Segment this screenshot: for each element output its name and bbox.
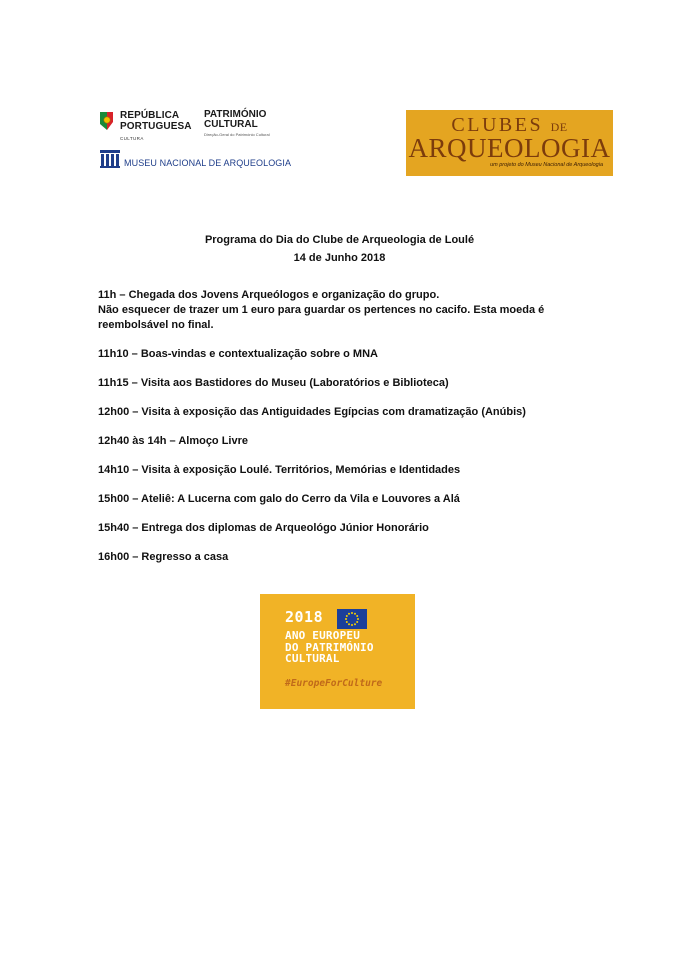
schedule-list — [98, 288, 558, 565]
museu-nacional-logo — [100, 150, 290, 170]
schedule-item-note: reembolsável no final. — [98, 319, 214, 331]
schedule-item — [98, 405, 558, 420]
republica-line2: PORTUGUESA — [120, 121, 192, 132]
schedule-item-text: 12h40 às 14h – Almoço Livre — [98, 435, 248, 447]
schedule-item-text: 11h – Chegada dos Jovens Arqueólogos e organização do grupo. — [98, 289, 440, 301]
patrimonio-cultural-logo — [204, 110, 284, 144]
clubes-sub: um projeto do Museu Nacional de Arqueologia — [490, 162, 603, 168]
schedule-item — [98, 376, 558, 391]
schedule-item — [98, 463, 558, 478]
schedule-item — [98, 521, 558, 536]
schedule-item-text: 14h10 – Visita à exposição Loulé. Territórios, Memórias e Identidades — [98, 464, 461, 476]
badge-line2: DO PATRIMÓNIO — [285, 640, 374, 654]
schedule-item-text: 15h40 – Entrega dos diplomas de Arqueológo Júnior Honorário — [98, 522, 429, 534]
badge-year: 2018 — [285, 608, 324, 626]
program-title: Programa do Dia do Clube de Arqueologia de Loulé — [204, 234, 475, 246]
european-heritage-year-badge — [260, 594, 415, 709]
schedule-item — [98, 550, 558, 565]
schedule-item-text: 11h15 – Visita aos Bastidores do Museu (Laboratórios e Biblioteca) — [98, 377, 449, 389]
clubes-de-word: DE — [550, 120, 568, 134]
schedule-item — [98, 492, 558, 507]
schedule-item-text: 15h00 – Ateliê: A Lucerna com galo do Cerro da Vila e Louvores a Alá — [98, 493, 460, 505]
arqueologia-word: ARQUEOLOGIA — [408, 133, 611, 163]
patrimonio-sub: Direção-Geral do Património Cultural — [204, 132, 270, 137]
republica-sub: CULTURA — [120, 136, 144, 141]
schedule-item-text: 16h00 – Regresso a casa — [98, 551, 229, 563]
patrimonio-line2: CULTURAL — [204, 119, 258, 130]
portugal-emblem-icon — [98, 110, 114, 132]
badge-hashtag: #EuropeForCulture — [285, 678, 383, 689]
schedule-item — [98, 288, 558, 333]
republica-portuguesa-logo — [98, 108, 208, 148]
badge-line1: ANO EUROPEU — [285, 629, 361, 642]
program-date: 14 de Junho 2018 — [293, 252, 386, 264]
museum-columns-icon — [100, 150, 120, 168]
schedule-item — [98, 434, 558, 449]
schedule-item — [98, 347, 558, 362]
schedule-item-note: Não esquecer de trazer um 1 euro para guardar os pertences no cacifo. Esta moeda é — [98, 304, 545, 316]
schedule-item-text: 12h00 – Visita à exposição das Antiguidades Egípcias com dramatização (Anúbis) — [98, 406, 526, 418]
clubes-arqueologia-logo — [406, 110, 613, 176]
badge-line3: CULTURAL — [285, 652, 340, 665]
patrimonio-line1: PATRIMÓNIO — [204, 109, 267, 120]
clubes-word: CLUBES — [451, 114, 544, 136]
schedule-item-text: 11h10 – Boas-vindas e contextualização sobre o MNA — [98, 348, 378, 360]
eu-flag-icon — [337, 609, 367, 629]
republica-line1: REPÚBLICA — [120, 110, 180, 121]
museu-name: MUSEU NACIONAL DE ARQUEOLOGIA — [124, 158, 292, 168]
